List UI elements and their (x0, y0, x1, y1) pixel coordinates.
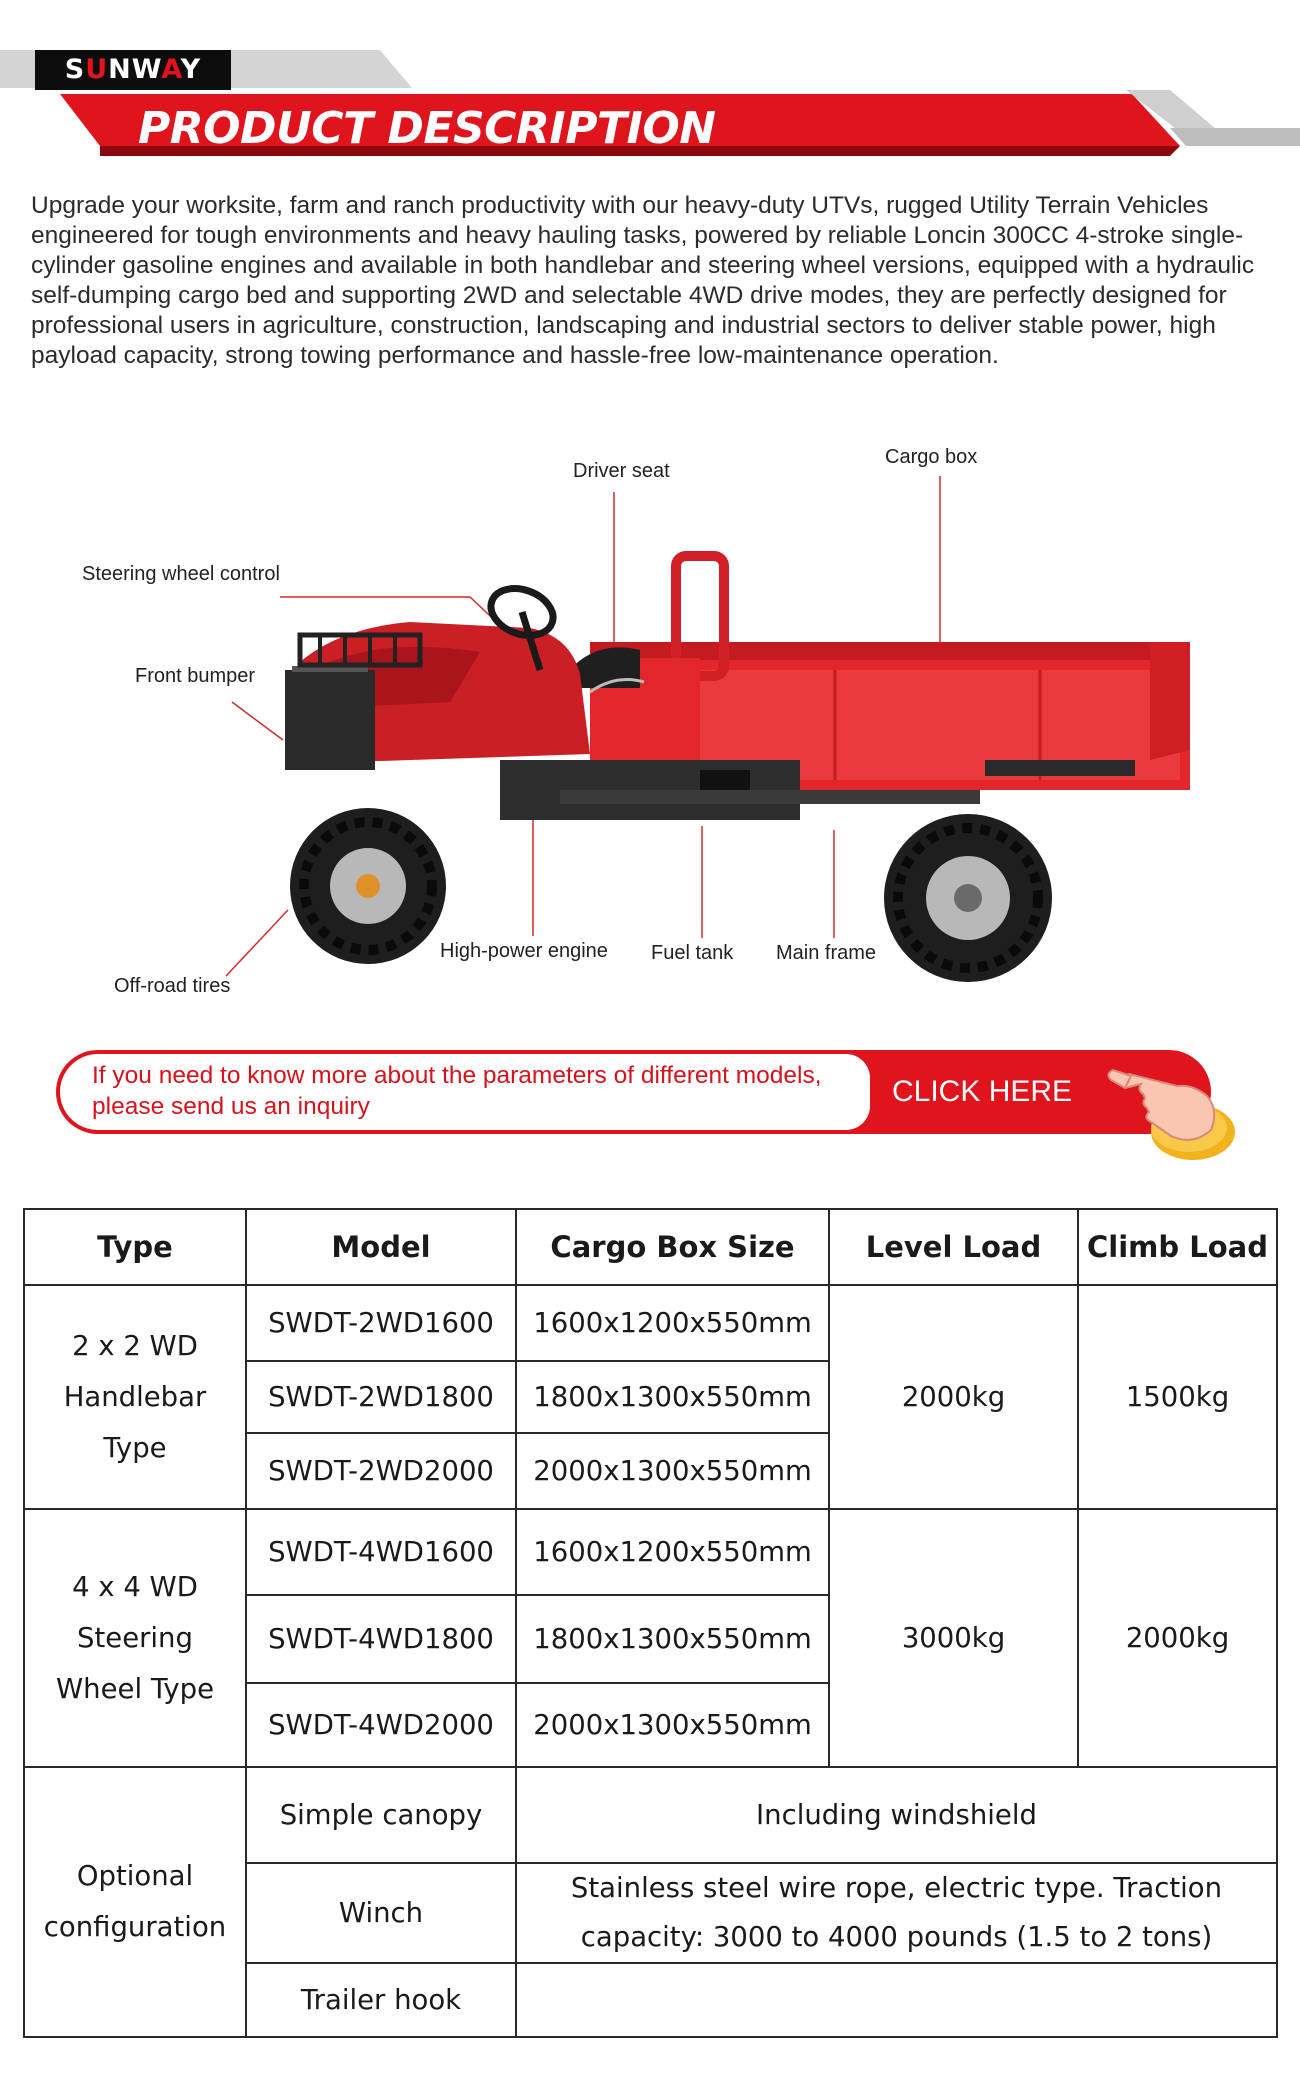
type-cell-4wd (24, 1509, 246, 1767)
callout-main-frame: Main frame (776, 942, 877, 964)
model-cell: SWDT-2WD1800 (246, 1361, 516, 1433)
cargo-size-cell: 1800x1300x550mm (516, 1361, 829, 1433)
logo-letter-accent: A (161, 54, 181, 85)
option-desc-line: Stainless steel wire rope, electric type. Traction (570, 1872, 1223, 1904)
option-desc-cell (516, 1863, 1277, 1963)
callout-front-bumper: Front bumper (135, 665, 256, 687)
climb-load-cell: 1500kg (1078, 1285, 1277, 1509)
model-cell: SWDT-4WD2000 (246, 1683, 516, 1767)
column-header-type: Type (24, 1209, 246, 1285)
sunway-logo (35, 50, 231, 90)
model-cell: SWDT-2WD2000 (246, 1433, 516, 1509)
callout-off-road-tires: Off-road tires (114, 975, 231, 997)
level-load-cell: 2000kg (829, 1285, 1078, 1509)
option-desc-line: capacity: 3000 to 4000 pounds (1.5 to 2 tons) (580, 1921, 1213, 1953)
type-line: Type (103, 1431, 167, 1464)
option-name-cell: Trailer hook (246, 1963, 516, 2037)
optional-label-line: configuration (43, 1911, 227, 1943)
column-header-level-load: Level Load (829, 1209, 1078, 1285)
inquiry-banner[interactable] (56, 1050, 1211, 1134)
logo-letter: Y (180, 54, 202, 85)
model-cell: SWDT-4WD1600 (246, 1509, 516, 1595)
level-load-cell: 3000kg (829, 1509, 1078, 1767)
column-header-climb-load: Climb Load (1078, 1209, 1277, 1285)
model-cell: SWDT-4WD1800 (246, 1595, 516, 1683)
type-line: 2 x 2 WD (72, 1329, 198, 1362)
type-cell-2wd (24, 1285, 246, 1509)
utv-illustration (0, 430, 1300, 1010)
rear-wheel-shape (884, 814, 1052, 982)
cargo-box-shape (590, 556, 1190, 790)
callout-driver-seat: Driver seat (573, 460, 670, 482)
optional-configuration-cell (24, 1767, 246, 2037)
table-header-row (24, 1209, 1277, 1285)
table-row (24, 1509, 1277, 1595)
cargo-size-cell: 1600x1200x550mm (516, 1509, 829, 1595)
pointing-hand-icon (1105, 1048, 1245, 1166)
logo-letters: NW (108, 54, 162, 85)
cargo-size-cell: 1600x1200x550mm (516, 1285, 829, 1361)
logo-letter-accent: U (85, 54, 109, 85)
option-name-cell: Winch (246, 1863, 516, 1963)
cargo-size-cell: 1800x1300x550mm (516, 1595, 829, 1683)
option-desc-cell-empty (516, 1963, 1277, 2037)
option-desc-cell: Including windshield (516, 1767, 1277, 1863)
table-row (24, 1767, 1277, 1863)
optional-label-line: Optional (76, 1860, 194, 1892)
cargo-size-cell: 2000x1300x550mm (516, 1683, 829, 1767)
column-header-model: Model (246, 1209, 516, 1285)
table-row (24, 1285, 1277, 1361)
product-intro-paragraph: Upgrade your worksite, farm and ranch productivity with our heavy-duty UTVs, rugged Utility Terrain Vehicles engineered for tough environments and heavy hauling tasks, powered by reliable Loncin 300CC 4-stroke single-cylinder gasoline engines and available in both handlebar and steering wheel versions, equipped with a hydraulic self-dumping cargo bed and supporting 2WD and selectable 4WD drive modes, they are perfectly designed for professional users in agriculture, construction, landscaping and industrial sectors to deliver stable power, high payload capacity, strong towing performance and hassle-free low-maintenance operation. (31, 192, 1255, 369)
spec-table (23, 1208, 1278, 2038)
header-banner (0, 0, 1300, 160)
logo-letter: S (64, 54, 86, 85)
cargo-size-cell: 2000x1300x550mm (516, 1433, 829, 1509)
vehicle-diagram (0, 430, 1300, 1010)
option-name-cell: Simple canopy (246, 1767, 516, 1863)
page-title: PRODUCT DESCRIPTION (138, 103, 716, 154)
inquiry-message: If you need to know more about the parameters of different models, please send us an inquiry (92, 1062, 822, 1120)
callout-steering-wheel-control: Steering wheel control (82, 563, 280, 585)
callout-high-power-engine: High-power engine (440, 940, 608, 962)
click-here-button[interactable]: CLICK HERE (892, 1075, 1073, 1108)
callout-fuel-tank: Fuel tank (651, 942, 734, 964)
column-header-cargo-box-size: Cargo Box Size (516, 1209, 829, 1285)
type-line: Wheel Type (55, 1672, 214, 1705)
type-line: Steering (77, 1621, 193, 1654)
front-wheel-shape (290, 808, 446, 964)
model-cell: SWDT-2WD1600 (246, 1285, 516, 1361)
climb-load-cell: 2000kg (1078, 1509, 1277, 1767)
front-body-shape (285, 622, 590, 770)
type-line: 4 x 4 WD (72, 1570, 198, 1603)
type-line: Handlebar (63, 1380, 207, 1413)
callout-cargo-box: Cargo box (885, 446, 978, 468)
